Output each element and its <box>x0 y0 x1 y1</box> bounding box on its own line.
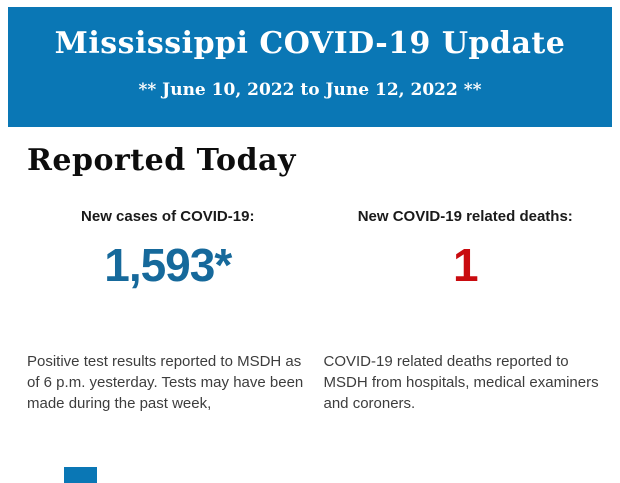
stat-new-cases <box>27 208 309 414</box>
new-deaths-description: COVID-19 related deaths reported to MSDH from hospitals, medical examiners and coroners. <box>323 353 599 412</box>
stats-row <box>27 208 607 414</box>
stat-new-deaths <box>324 208 608 414</box>
section-title-reported-today: Reported Today <box>27 143 296 178</box>
new-cases-description: Positive test results reported to MSDH as of 6 p.m. yesterday. Tests may have been made during the past week, <box>27 353 304 412</box>
next-section-cutoff-box <box>64 467 97 483</box>
new-deaths-value: 1 <box>452 239 478 291</box>
new-cases-value: 1,593* <box>104 239 232 291</box>
date-range-subtitle: ** June 10, 2022 to June 12, 2022 ** <box>138 80 482 100</box>
header-banner <box>8 7 612 127</box>
page-title: Mississippi COVID-19 Update <box>54 26 566 61</box>
new-cases-label: New cases of COVID-19: <box>81 208 255 225</box>
new-deaths-label: New COVID-19 related deaths: <box>357 208 573 225</box>
